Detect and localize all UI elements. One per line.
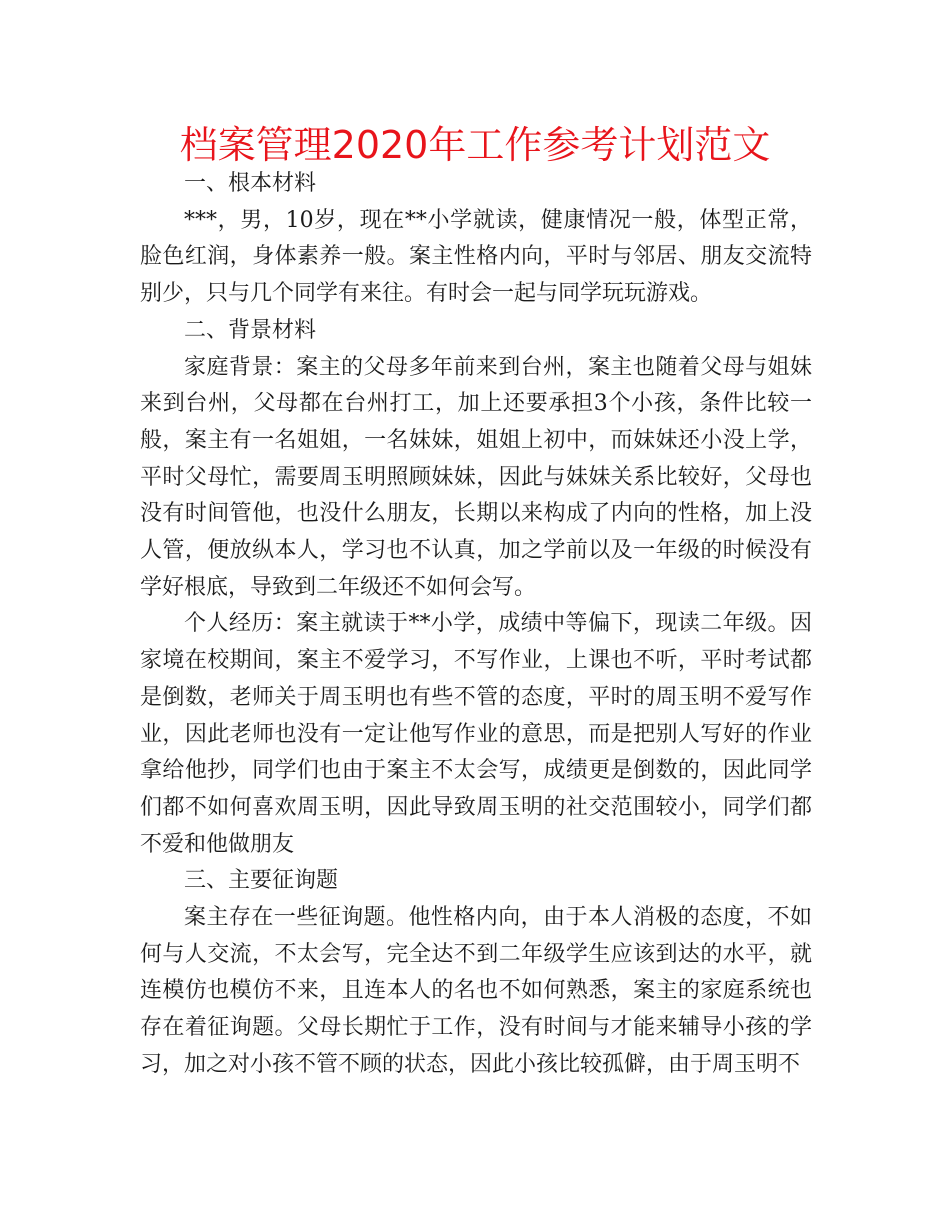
document-body — [140, 166, 812, 1084]
paragraph-basic-info: ***，男，10岁，现在**小学就读，健康情况一般，体型正常，脸色红润，身体素养一般。案主性格内向，平时与邻居、朋友交流特别少，只与几个同学有来往。有时会一起与同学玩玩游戏。 — [140, 207, 812, 307]
paragraph-family-background: 家庭背景：案主的父母多年前来到台州，案主也随着父母与姐妹来到台州，父母都在台州打工，加上还要承担3个小孩，条件比较一般，案主有一名姐姐，一名妹妹，姐姐上初中，而妹妹还小没上学，平时父母忙，需要周玉明照顾妹妹，因此与妹妹关系比较好，父母也没有时间管他，也没什么朋友，长期以来构成了内向的性格，加上没人管，便放纵本人，学习也不认真，加之学前以及一年级的时候没有学好根底，导致到二年级还不如何会写。 — [140, 354, 812, 600]
document-title: 档案管理2020年工作参考计划范文 — [179, 123, 771, 167]
paragraph-main-issues: 案主存在一些征询题。他性格内向，由于本人消极的态度，不如何与人交流，不太会写，完全达不到二年级学生应该到达的水平，就连模仿也模仿不来，且连本人的名也不如何熟悉，案主的家庭系统也存在着征询题。父母长期忙于工作，没有时间与才能来辅导小孩的学习，加之对小孩不管不顾的状态，因此小孩比较孤僻，由于周玉明不 — [140, 905, 812, 1077]
section-heading-main-issues: 三、主要征询题 — [184, 868, 339, 894]
section-heading-basic-info: 一、根本材料 — [184, 171, 317, 196]
paragraph-personal-history: 个人经历：案主就读于**小学，成绩中等偏下，现读二年级。因家境在校期间，案主不爱学习，不写作业，上课也不听，平时考试都是倒数，老师关于周玉明也有些不管的态度，平时的周玉明不爱写作业，因此老师也没有一定让他写作业的意思，而是把别人写好的作业拿给他抄，同学们也由于案主不太会写，成绩更是倒数的，因此同学们都不如何喜欢周玉明，因此导致周玉明的社交范围较小，同学们都不爱和他做朋友 — [140, 611, 812, 857]
section-heading-background: 二、背景材料 — [184, 317, 317, 343]
